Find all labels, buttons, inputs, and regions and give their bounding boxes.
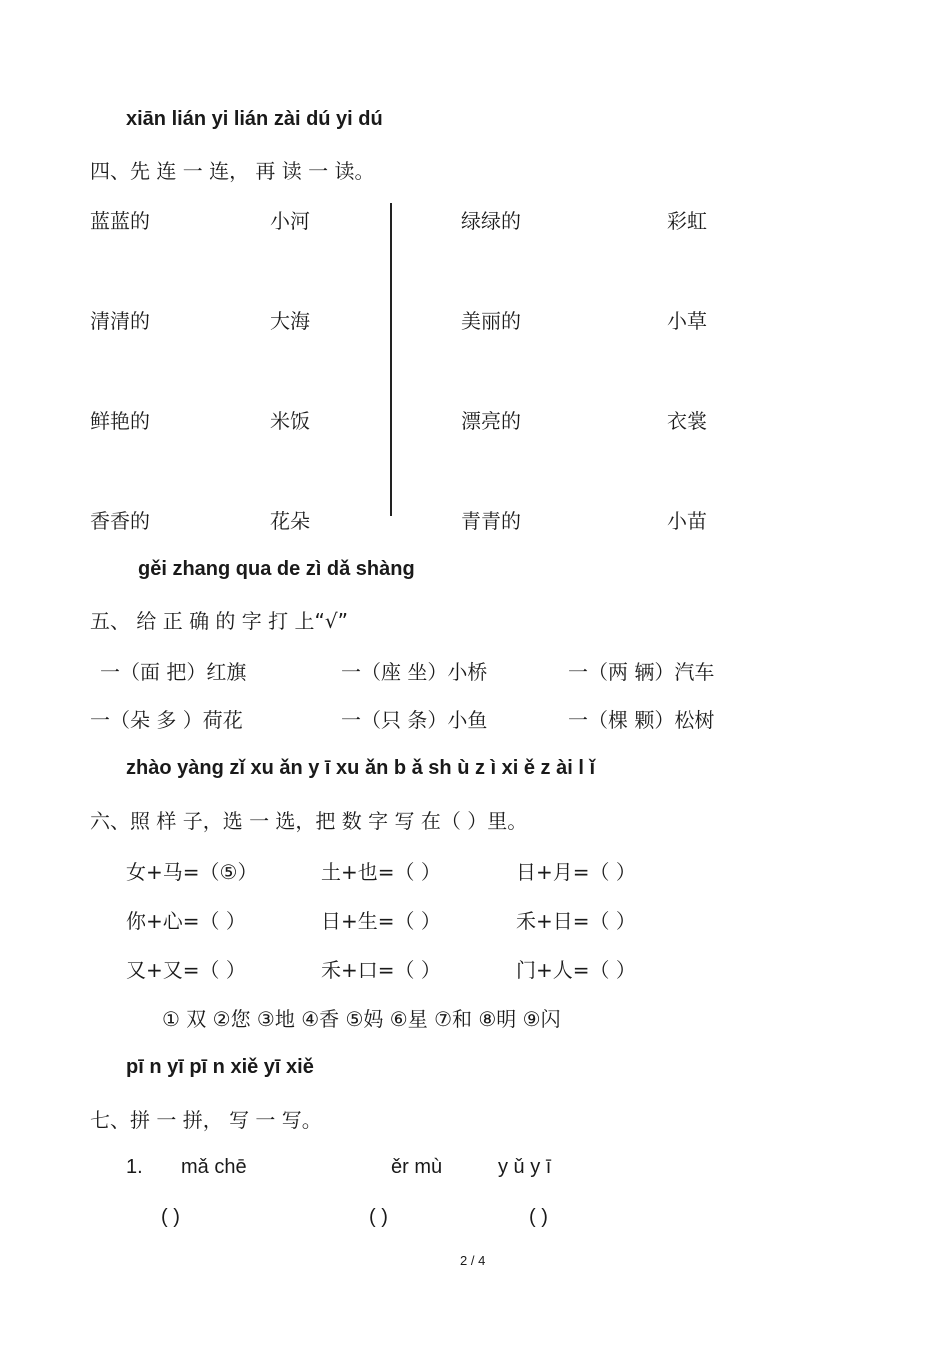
s4-left-b-1: 大海 [270, 309, 310, 333]
s4-left-a-2: 鲜艳的 [90, 409, 150, 433]
s7-item-number: 1. [126, 1156, 143, 1178]
s7-pinyin: pī n yī pī n xiě yī xiě [126, 1056, 314, 1078]
s7-word-0: mǎ chē [181, 1156, 247, 1178]
s5-row-1-col-2: 一（棵 颗）松树 [568, 708, 715, 732]
s5-row-0-col-1: 一（座 坐）小桥 [341, 660, 488, 684]
s7-blank-1[interactable]: ( ) [369, 1206, 388, 1228]
s4-left-b-2: 米饭 [270, 409, 310, 433]
s6-row-0-col-2: 日+月=（ ） [516, 860, 636, 884]
s7-word-1: ěr mù [391, 1156, 443, 1178]
s7-word-2: y ǔ y ī [498, 1156, 552, 1178]
s4-right-a-3: 青青的 [461, 509, 521, 533]
s7-blank-0[interactable]: ( ) [161, 1206, 180, 1228]
s6-row-1-col-0: 你+心=（ ） [126, 909, 246, 933]
s5-row-1-col-0: 一（朵 多 ）荷花 [90, 708, 243, 732]
s6-row-2-col-0: 又+又=（ ） [126, 958, 246, 982]
s4-right-b-0: 彩虹 [667, 209, 707, 233]
s4-right-b-3: 小苗 [667, 509, 707, 533]
s7-title: 七、拼 一 拼， 写 一 写。 [90, 1108, 322, 1132]
s6-row-0-col-1: 土+也=（ ） [321, 860, 441, 884]
s4-left-b-3: 花朵 [270, 509, 310, 533]
s4-right-a-0: 绿绿的 [461, 209, 521, 233]
s6-row-2-col-2: 门+人=（ ） [516, 958, 636, 982]
s5-title: 五、 给 正 确 的 字 打 上“√” [90, 609, 348, 633]
s4-right-b-1: 小草 [667, 309, 707, 333]
s4-pinyin: xiān lián yi lián zài dú yi dú [126, 108, 383, 130]
s4-right-a-1: 美丽的 [461, 309, 521, 333]
s6-row-2-col-1: 禾+口=（ ） [321, 958, 441, 982]
s5-row-0-col-2: 一（两 辆）汽车 [568, 660, 715, 684]
s6-row-1-col-2: 禾+日=（ ） [516, 909, 636, 933]
s4-left-a-0: 蓝蓝的 [90, 209, 150, 233]
s5-row-0-col-0: 一（面 把）红旗 [100, 660, 247, 684]
s4-title: 四、先 连 一 连， 再 读 一 读。 [90, 159, 375, 183]
s4-right-a-2: 漂亮的 [461, 409, 521, 433]
s4-left-a-1: 清清的 [90, 309, 150, 333]
s4-right-b-2: 衣裳 [667, 409, 707, 433]
s6-row-0-col-0: 女+马=（⑤） [126, 860, 258, 884]
s4-left-a-3: 香香的 [90, 509, 150, 533]
s4-left-b-0: 小河 [270, 209, 310, 233]
s7-blank-2[interactable]: ( ) [529, 1206, 548, 1228]
s5-pinyin: gěi zhang qua de zì dǎ shàng [138, 558, 415, 580]
s6-row-1-col-1: 日+生=（ ） [321, 909, 441, 933]
page-number: 2 / 4 [460, 1253, 486, 1268]
divider-line [390, 203, 392, 516]
s5-row-1-col-1: 一（只 条）小鱼 [341, 708, 488, 732]
s6-title: 六、照 样 子，选 一 选，把 数 字 写 在（ ）里。 [90, 809, 528, 833]
s6-pinyin: zhào yàng zǐ xu ǎn y ī xu ǎn b ǎ sh ù z ì xi ě z ài l ǐ [126, 757, 596, 779]
s6-options: ① 双 ②您 ③地 ④香 ⑤妈 ⑥星 ⑦和 ⑧明 ⑨闪 [162, 1007, 561, 1031]
